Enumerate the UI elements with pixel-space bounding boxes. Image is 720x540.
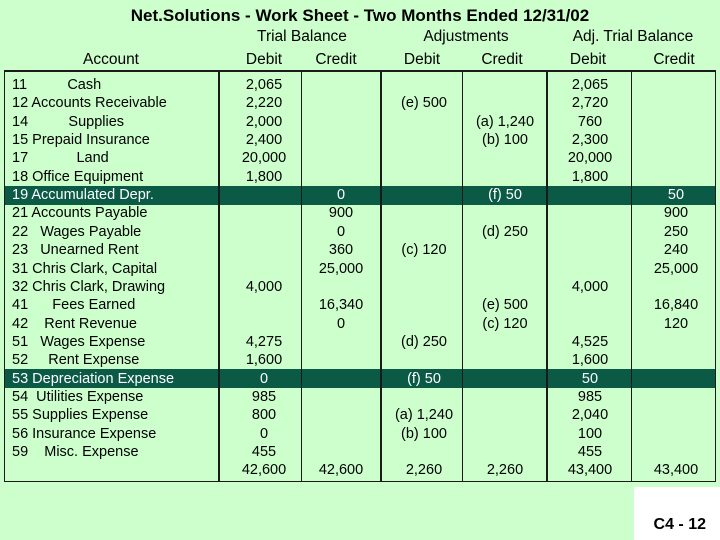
account-name: 59 Misc. Expense bbox=[12, 444, 139, 460]
account-name: 15 Prepaid Insurance bbox=[12, 132, 150, 149]
cell-atb-debit: 2,720 bbox=[571, 95, 609, 112]
cell-tb-debit bbox=[222, 315, 306, 333]
cell-tb-credit bbox=[300, 131, 382, 149]
cell-atb-debit: 4,000 bbox=[571, 278, 609, 295]
cell-adj-credit bbox=[462, 333, 548, 351]
header-adj-debit: Debit bbox=[403, 51, 441, 68]
cell-adj-debit bbox=[382, 278, 466, 296]
cell-tb-credit: 360 bbox=[328, 242, 354, 259]
cell-tb-debit bbox=[222, 204, 306, 222]
cell-adj-debit: (f) 50 bbox=[407, 370, 441, 387]
cell-tb-credit bbox=[300, 388, 382, 406]
cell-adj-credit bbox=[462, 406, 548, 424]
account-name: 22 Wages Payable bbox=[12, 223, 142, 240]
cell-atb-debit bbox=[548, 241, 632, 259]
cell-tb-debit: 985 bbox=[251, 388, 277, 405]
cell-atb-debit bbox=[548, 296, 632, 314]
cell-atb-credit bbox=[634, 333, 718, 351]
cell-atb-credit: 25,000 bbox=[653, 260, 699, 277]
cell-adj-debit: (c) 120 bbox=[401, 242, 447, 259]
cell-tb-credit bbox=[300, 94, 382, 112]
total-adj-credit: 2,260 bbox=[486, 462, 524, 479]
cell-atb-credit bbox=[634, 113, 718, 131]
header-tb-credit: Credit bbox=[315, 51, 357, 68]
cell-tb-credit bbox=[300, 113, 382, 131]
cell-adj-debit bbox=[382, 186, 466, 204]
cell-adj-debit bbox=[382, 204, 466, 222]
cell-atb-debit bbox=[548, 186, 632, 204]
cell-adj-credit bbox=[462, 204, 548, 222]
header-atb-debit: Debit bbox=[569, 51, 607, 68]
cell-adj-credit bbox=[462, 241, 548, 259]
total-atb-credit: 43,400 bbox=[653, 462, 699, 479]
cell-tb-credit bbox=[300, 425, 382, 443]
account-name: 56 Insurance Expense bbox=[12, 425, 157, 442]
cell-adj-debit: (a) 1,240 bbox=[394, 407, 454, 424]
account-name: 18 Office Equipment bbox=[12, 168, 144, 185]
cell-atb-credit bbox=[634, 388, 718, 406]
header-adjustments: Adjustments bbox=[423, 28, 509, 45]
cell-atb-credit: 240 bbox=[663, 242, 689, 259]
cell-tb-debit: 2,400 bbox=[245, 132, 283, 149]
cell-adj-debit bbox=[382, 443, 466, 461]
account-name: 23 Unearned Rent bbox=[12, 242, 139, 259]
cell-tb-credit bbox=[300, 76, 382, 94]
worksheet-title: Net.Solutions - Work Sheet - Two Months Ended 12/31/02 bbox=[130, 6, 590, 25]
cell-tb-debit: 2,220 bbox=[245, 95, 283, 112]
cell-tb-debit bbox=[222, 223, 306, 241]
cell-atb-credit bbox=[634, 149, 718, 167]
header-account: Account bbox=[82, 51, 139, 68]
cell-atb-debit bbox=[548, 223, 632, 241]
cell-atb-debit: 4,525 bbox=[571, 333, 609, 350]
cell-tb-credit bbox=[300, 333, 382, 351]
cell-atb-credit bbox=[634, 351, 718, 369]
slide-number: C4 - 12 bbox=[653, 516, 706, 533]
cell-atb-credit: 16,840 bbox=[653, 297, 699, 314]
cell-atb-debit bbox=[548, 315, 632, 333]
cell-atb-credit: 120 bbox=[663, 315, 689, 332]
cell-tb-credit bbox=[300, 406, 382, 424]
cell-adj-credit bbox=[462, 149, 548, 167]
cell-atb-debit: 2,065 bbox=[571, 77, 609, 93]
cell-tb-credit bbox=[300, 278, 382, 296]
cell-atb-debit: 100 bbox=[577, 425, 603, 442]
cell-tb-debit: 0 bbox=[259, 370, 269, 387]
cell-atb-credit bbox=[634, 94, 718, 112]
account-name: 54 Utilities Expense bbox=[12, 388, 144, 405]
cell-tb-credit bbox=[300, 370, 382, 388]
cell-adj-credit bbox=[462, 388, 548, 406]
account-name: 17 Land bbox=[12, 150, 109, 167]
cell-adj-debit bbox=[382, 315, 466, 333]
cell-atb-debit: 760 bbox=[577, 113, 603, 130]
cell-atb-debit bbox=[548, 204, 632, 222]
account-name: 55 Supplies Expense bbox=[12, 407, 149, 424]
cell-adj-credit: (a) 1,240 bbox=[475, 113, 535, 130]
cell-adj-credit bbox=[462, 94, 548, 112]
cell-tb-debit: 2,000 bbox=[245, 113, 283, 130]
grid-divider-account bbox=[218, 70, 220, 482]
cell-adj-credit bbox=[462, 370, 548, 388]
account-name: 19 Accumulated Depr. bbox=[12, 187, 154, 204]
total-atb-debit: 43,400 bbox=[567, 462, 613, 479]
cell-atb-credit bbox=[634, 168, 718, 186]
cell-tb-credit bbox=[300, 149, 382, 167]
cell-adj-debit bbox=[382, 113, 466, 131]
cell-tb-debit: 800 bbox=[251, 407, 277, 424]
cell-adj-credit: (f) 50 bbox=[488, 187, 522, 204]
cell-tb-debit: 2,065 bbox=[245, 77, 283, 93]
grid-left-border bbox=[4, 70, 5, 482]
cell-tb-debit bbox=[222, 296, 306, 314]
account-name: 11 Cash bbox=[12, 77, 102, 93]
account-name: 41 Fees Earned bbox=[12, 297, 136, 314]
cell-atb-credit bbox=[634, 76, 718, 94]
account-name: 14 Supplies bbox=[12, 113, 125, 130]
account-name: 51 Wages Expense bbox=[12, 333, 146, 350]
cell-adj-debit bbox=[382, 149, 466, 167]
cell-adj-credit bbox=[462, 168, 548, 186]
cell-tb-credit: 25,000 bbox=[318, 260, 364, 277]
cell-tb-debit: 20,000 bbox=[241, 150, 287, 167]
account-name: 53 Depreciation Expense bbox=[12, 370, 175, 387]
cell-adj-credit bbox=[462, 443, 548, 461]
header-rule bbox=[4, 70, 716, 72]
cell-tb-debit: 4,000 bbox=[245, 278, 283, 295]
cell-atb-debit: 2,040 bbox=[571, 407, 609, 424]
cell-adj-credit bbox=[462, 76, 548, 94]
header-atb-credit: Credit bbox=[653, 51, 695, 68]
header-adj-trial-balance: Adj. Trial Balance bbox=[572, 28, 694, 45]
total-tb-debit: 42,600 bbox=[241, 462, 287, 479]
cell-atb-credit: 900 bbox=[663, 205, 689, 222]
account-name: 12 Accounts Receivable bbox=[12, 95, 167, 112]
cell-atb-credit bbox=[634, 425, 718, 443]
cell-atb-debit bbox=[548, 260, 632, 278]
cell-adj-debit bbox=[382, 388, 466, 406]
cell-tb-debit bbox=[222, 241, 306, 259]
cell-adj-debit bbox=[382, 351, 466, 369]
cell-atb-debit: 1,800 bbox=[571, 168, 609, 185]
cell-tb-credit bbox=[300, 351, 382, 369]
cell-atb-debit: 20,000 bbox=[567, 150, 613, 167]
cell-tb-debit: 1,600 bbox=[245, 352, 283, 369]
cell-atb-debit: 1,600 bbox=[571, 352, 609, 369]
cell-atb-credit bbox=[634, 131, 718, 149]
cell-atb-debit: 2,300 bbox=[571, 132, 609, 149]
cell-tb-credit: 16,340 bbox=[318, 297, 364, 314]
cell-adj-credit: (c) 120 bbox=[482, 315, 528, 332]
cell-atb-credit bbox=[634, 370, 718, 388]
cell-tb-debit bbox=[222, 186, 306, 204]
cell-adj-debit: (e) 500 bbox=[401, 95, 447, 112]
total-adj-debit: 2,260 bbox=[405, 462, 443, 479]
cell-atb-debit: 985 bbox=[577, 388, 603, 405]
cell-atb-debit: 50 bbox=[581, 370, 599, 387]
cell-atb-debit: 455 bbox=[577, 444, 603, 460]
cell-adj-debit bbox=[382, 168, 466, 186]
cell-tb-debit: 1,800 bbox=[245, 168, 283, 185]
cell-tb-credit bbox=[300, 168, 382, 186]
cell-adj-credit bbox=[462, 278, 548, 296]
cell-atb-credit bbox=[634, 406, 718, 424]
cell-adj-debit: (d) 250 bbox=[401, 333, 447, 350]
header-tb-debit: Debit bbox=[245, 51, 283, 68]
account-name: 21 Accounts Payable bbox=[12, 205, 148, 222]
header-adj-credit: Credit bbox=[481, 51, 523, 68]
cell-tb-credit bbox=[300, 443, 382, 461]
cell-adj-debit bbox=[382, 260, 466, 278]
cell-tb-debit: 455 bbox=[251, 444, 277, 460]
account-name: 32 Chris Clark, Drawing bbox=[12, 278, 166, 295]
account-name: 31 Chris Clark, Capital bbox=[12, 260, 158, 277]
grid-bottom-border bbox=[4, 481, 716, 482]
cell-adj-debit bbox=[382, 76, 466, 94]
cell-atb-credit bbox=[634, 443, 718, 461]
cell-adj-debit bbox=[382, 296, 466, 314]
cell-atb-credit: 250 bbox=[663, 223, 689, 240]
cell-atb-credit: 50 bbox=[667, 187, 685, 204]
cell-adj-credit bbox=[462, 260, 548, 278]
cell-atb-credit bbox=[634, 278, 718, 296]
header-trial-balance: Trial Balance bbox=[257, 28, 347, 45]
account-name: 42 Rent Revenue bbox=[12, 315, 137, 332]
total-tb-credit: 42,600 bbox=[318, 462, 364, 479]
cell-tb-debit: 4,275 bbox=[245, 333, 283, 350]
account-name: 52 Rent Expense bbox=[12, 352, 140, 369]
cell-adj-debit: (b) 100 bbox=[401, 425, 447, 442]
cell-adj-credit: (d) 250 bbox=[482, 223, 528, 240]
cell-tb-debit bbox=[222, 260, 306, 278]
cell-adj-credit: (e) 500 bbox=[482, 297, 528, 314]
cell-adj-credit bbox=[462, 351, 548, 369]
cell-tb-debit: 0 bbox=[259, 425, 269, 442]
cell-adj-debit bbox=[382, 131, 466, 149]
cell-tb-credit: 0 bbox=[336, 223, 346, 240]
cell-tb-credit: 0 bbox=[336, 315, 346, 332]
cell-tb-credit: 900 bbox=[328, 205, 354, 222]
cell-adj-credit bbox=[462, 425, 548, 443]
cell-tb-credit: 0 bbox=[336, 187, 346, 204]
cell-adj-credit: (b) 100 bbox=[482, 132, 528, 149]
cell-adj-debit bbox=[382, 223, 466, 241]
